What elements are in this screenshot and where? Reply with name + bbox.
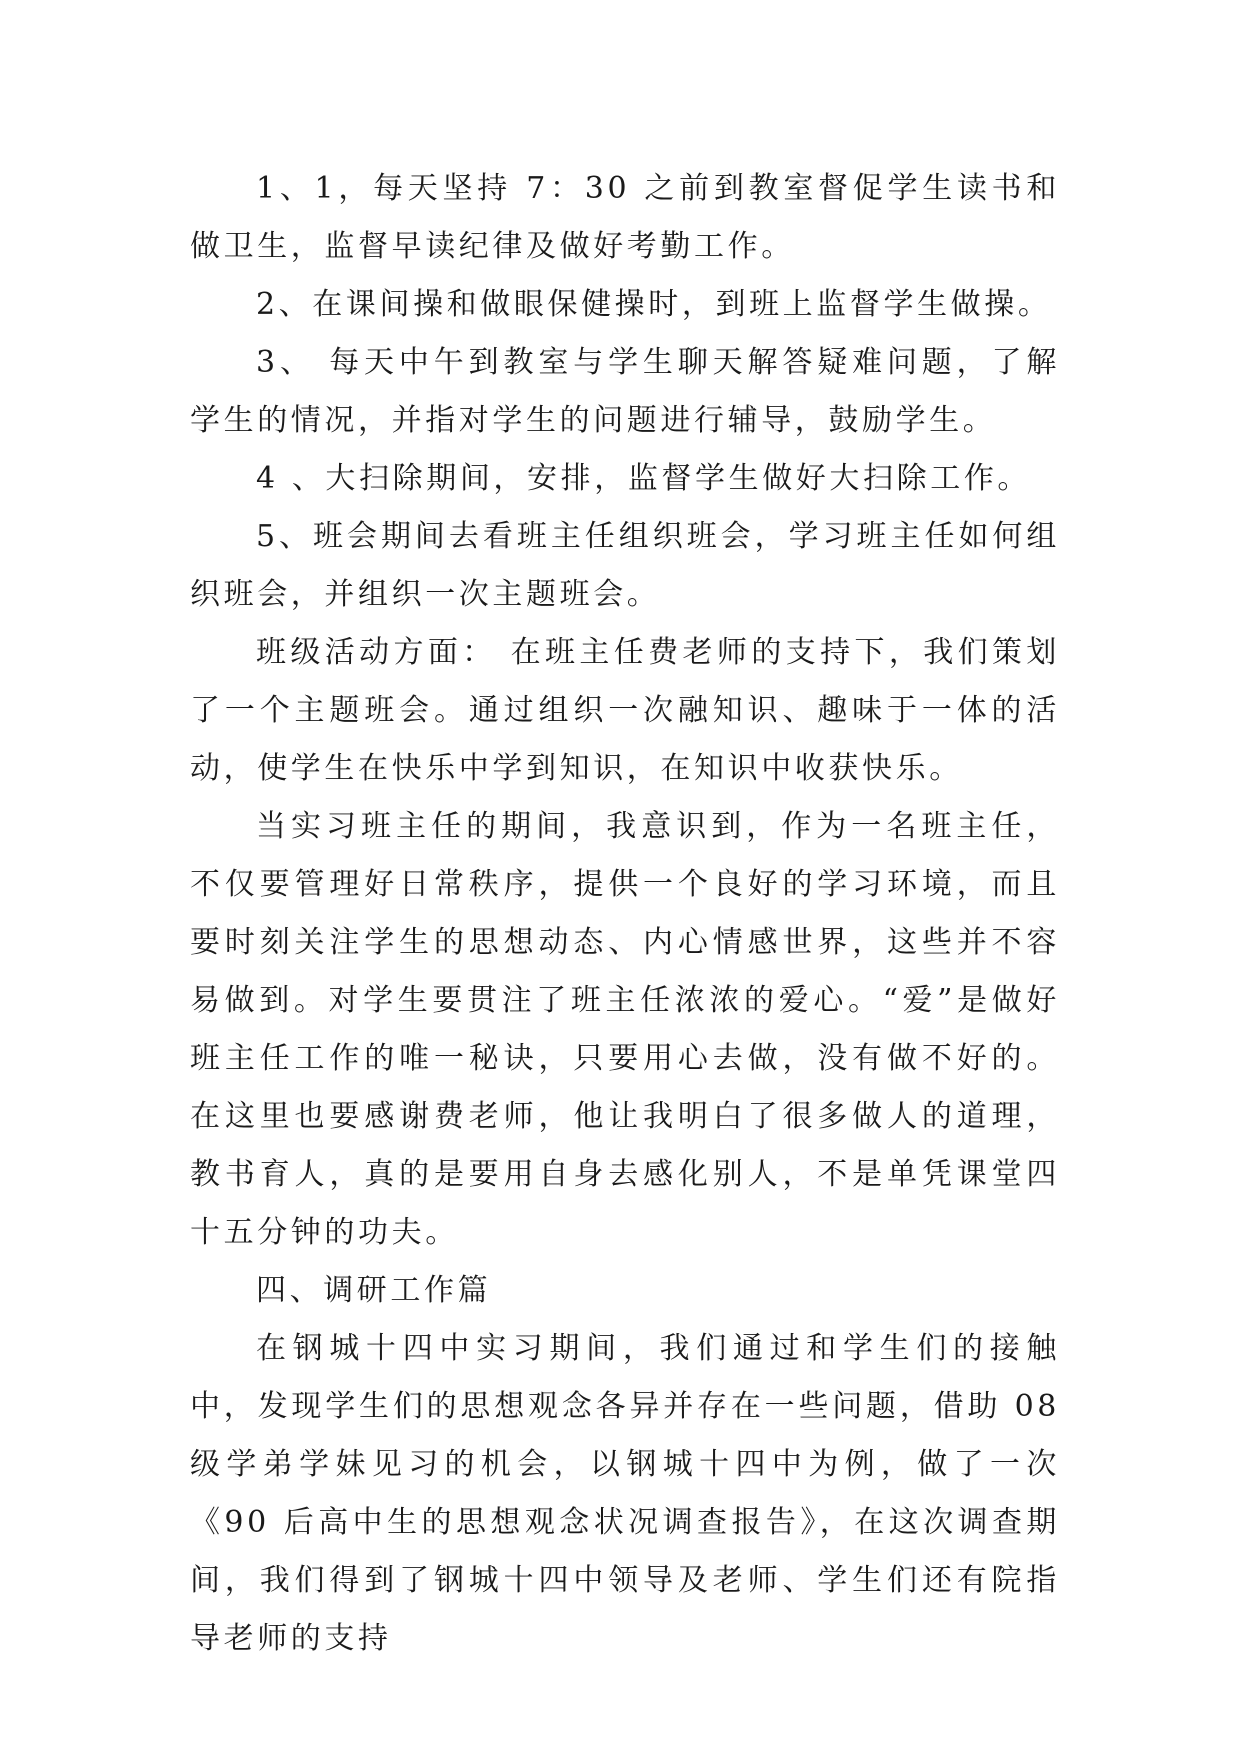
document-body bbox=[190, 160, 1060, 1668]
paragraph-duty-5: 5、班会期间去看班主任组织班会，学习班主任如何组织班会，并组织一次主题班会。 bbox=[190, 519, 1060, 612]
paragraph-duty-3: 3、 每天中午到教室与学生聊天解答疑难问题，了解学生的情况，并指对学生的问题进行辅导，鼓励学生。 bbox=[190, 345, 1060, 438]
paragraph-duty-2: 2、在课间操和做眼保健操时，到班上监督学生做操。 bbox=[256, 287, 1052, 322]
paragraph-duty-1: 1、1，每天坚持 7：30 之前到教室督促学生读书和做卫生，监督早读纪律及做好考勤工作。 bbox=[190, 171, 1060, 264]
paragraph-class-activities: 班级活动方面： 在班主任费老师的支持下，我们策划了一个主题班会。通过组织一次融知识、趣味于一体的活动，使学生在快乐中学到知识，在知识中收获快乐。 bbox=[190, 635, 1060, 786]
paragraph-duty-4: 4 、大扫除期间，安排，监督学生做好大扫除工作。 bbox=[256, 461, 1032, 496]
paragraph-research: 在钢城十四中实习期间，我们通过和学生们的接触中，发现学生们的思想观念各异并存在一些问题，借助 08 级学弟学妹见习的机会，以钢城十四中为例，做了一次《90 后高中生的思想观念状况调查报告》，在这次调查期间，我们得到了钢城十四中领导及老师、学生们还有院指导老师的支持 bbox=[190, 1331, 1060, 1656]
paragraph-reflection: 当实习班主任的期间，我意识到，作为一名班主任，不仅要管理好日常秩序，提供一个良好的学习环境，而且要时刻关注学生的思想动态、内心情感世界，这些并不容易做到。对学生要贯注了班主任浓浓的爱心。“爱”是做好班主任工作的唯一秘诀，只要用心去做，没有做不好的。在这里也要感谢费老师，他让我明白了很多做人的道理，教书育人，真的是要用自身去感化别人，不是单凭课堂四十五分钟的功夫。 bbox=[190, 809, 1060, 1250]
section-heading-research: 四、调研工作篇 bbox=[256, 1273, 492, 1308]
